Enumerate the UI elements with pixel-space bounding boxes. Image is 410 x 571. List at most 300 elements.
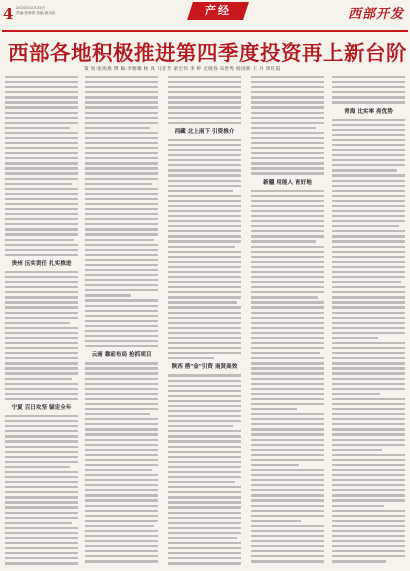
body-text-line (85, 550, 158, 552)
body-text-line (332, 418, 405, 420)
body-text-line (5, 542, 78, 544)
body-text-line (85, 86, 158, 88)
body-text-line (251, 322, 324, 324)
body-text-line (251, 489, 324, 491)
body-text-line (251, 251, 324, 253)
body-text-line (332, 383, 405, 385)
body-text-line (85, 132, 158, 134)
issue-date: 2024年10月25日 (16, 6, 46, 10)
body-text-line (251, 398, 324, 400)
body-text-line (332, 540, 405, 542)
body-text-line (168, 410, 241, 412)
body-text-line (168, 122, 241, 124)
body-text-line (251, 545, 324, 547)
body-text-line (168, 266, 241, 268)
body-text-line (332, 403, 405, 405)
body-text-line (5, 306, 78, 308)
body-text-line (85, 254, 158, 256)
body-text-line (332, 291, 405, 293)
body-text-line (85, 469, 152, 471)
body-text-line (85, 127, 150, 129)
body-text-line (5, 112, 78, 114)
body-text-line (85, 91, 158, 93)
body-text-line (168, 405, 241, 407)
body-text-line (168, 106, 241, 108)
body-text-line (168, 517, 241, 519)
body-text-line (251, 86, 324, 88)
body-text-line (251, 560, 324, 562)
body-text-line (5, 193, 78, 195)
body-text-line (5, 476, 78, 478)
body-text-line (168, 456, 241, 458)
body-text-line (332, 433, 405, 435)
body-text-line (85, 122, 158, 124)
body-text-line (85, 152, 158, 154)
body-text-line (332, 398, 405, 400)
body-text-line (332, 195, 405, 197)
body-text-line (332, 444, 405, 446)
body-text-line (168, 380, 241, 382)
body-text-line (251, 337, 324, 339)
body-text-line (332, 306, 405, 308)
body-text-line (5, 233, 78, 235)
body-text-line (332, 251, 405, 253)
body-text-line (5, 420, 78, 422)
body-text-line (168, 144, 241, 146)
masthead-divider (2, 30, 408, 32)
body-text-line (251, 215, 324, 217)
body-text-line (5, 81, 78, 83)
body-text-line (85, 433, 158, 435)
body-text-line (85, 510, 158, 512)
body-text-line (85, 423, 158, 425)
body-text-line (251, 367, 324, 369)
body-text-line (5, 506, 78, 508)
body-text-line (5, 517, 78, 519)
body-text-line (332, 185, 405, 187)
body-text-line (168, 527, 241, 529)
body-text-line (85, 403, 158, 405)
body-text-line (5, 157, 78, 159)
body-text-line (85, 515, 158, 517)
body-text-line (5, 527, 78, 529)
body-text-line (5, 239, 74, 241)
body-text-line (5, 127, 70, 129)
body-text-line (332, 322, 405, 324)
body-text-line (168, 471, 241, 473)
body-text-line (168, 291, 241, 293)
body-text-line (332, 159, 405, 161)
body-text-line (332, 205, 405, 207)
body-text-line (332, 144, 405, 146)
body-text-line (5, 367, 78, 369)
body-text-line (251, 291, 324, 293)
body-text-line (85, 178, 158, 180)
body-text-line (251, 393, 324, 395)
body-text-line (85, 555, 158, 557)
body-text-line (332, 271, 405, 273)
body-text-line (251, 137, 324, 139)
body-text-line (251, 76, 324, 78)
body-text-line (251, 91, 324, 93)
body-text-line (332, 139, 405, 141)
column-3 (168, 76, 241, 566)
body-text-line (332, 91, 405, 93)
body-text-line (5, 342, 78, 344)
body-text-line (5, 276, 78, 278)
body-text-line (168, 159, 241, 161)
body-text-line (168, 154, 241, 156)
body-text-line (5, 446, 78, 448)
body-text-line (85, 408, 158, 410)
body-text-line (85, 320, 158, 322)
body-text-line (168, 271, 241, 273)
body-text-line (168, 342, 241, 344)
body-text-line (332, 357, 405, 359)
body-text-line (332, 81, 405, 83)
body-text-line (168, 296, 241, 298)
body-text-line (85, 372, 158, 374)
body-text-line (251, 494, 324, 496)
body-text-line (5, 76, 78, 78)
body-text-line (251, 195, 324, 197)
body-text-line (5, 198, 78, 200)
body-text-line (85, 198, 158, 200)
body-text-line (5, 337, 78, 339)
body-text-line (5, 86, 78, 88)
body-text-line (85, 142, 158, 144)
body-text-line (332, 261, 405, 263)
body-text-line (332, 174, 405, 176)
body-text-line (332, 489, 405, 491)
body-text-line (332, 220, 405, 222)
body-text-line (168, 76, 241, 78)
body-text-line (332, 312, 405, 314)
body-text-line (251, 362, 324, 364)
body-text-line (168, 522, 241, 524)
body-text-line (5, 271, 78, 273)
body-text-line (85, 520, 158, 522)
body-text-line (85, 284, 158, 286)
body-text-line (168, 86, 241, 88)
body-text-line (168, 547, 241, 549)
body-text-line (85, 545, 158, 547)
body-text-line (251, 378, 324, 380)
subhead-guizhou: 贵州 压实责任 扎实推进 (11, 260, 72, 267)
subhead-xizang: 西藏 北上南下 引资推介 (174, 128, 235, 135)
body-text-line (5, 440, 78, 442)
body-text-line (332, 510, 405, 512)
body-text-line (5, 203, 78, 205)
body-text-line (332, 525, 405, 527)
body-text-line (85, 112, 158, 114)
body-text-line (168, 190, 233, 192)
body-text-line (168, 286, 241, 288)
body-text-line (168, 256, 241, 258)
body-text-line (251, 317, 324, 319)
body-text-line (168, 400, 241, 402)
body-text-line (168, 200, 241, 202)
body-text-line (168, 306, 241, 308)
body-text-line (251, 286, 324, 288)
body-text-line (251, 520, 301, 522)
body-text-line (168, 149, 241, 151)
body-text-line (332, 499, 405, 501)
body-text-line (332, 545, 405, 547)
body-text-line (251, 408, 297, 410)
body-text-line (332, 372, 405, 374)
body-text-line (5, 117, 78, 119)
body-text-line (5, 188, 78, 190)
body-text-line (5, 501, 78, 503)
body-text-line (332, 124, 405, 126)
body-text-line (332, 266, 405, 268)
body-text-line (168, 352, 241, 354)
body-text-line (85, 330, 158, 332)
body-text-line (251, 469, 324, 471)
body-text-line (85, 208, 158, 210)
body-text-line (251, 372, 324, 374)
body-text-line (251, 413, 324, 415)
body-text-line (168, 81, 241, 83)
body-text-line (251, 261, 324, 263)
column-2 (85, 76, 158, 566)
body-text-line (5, 430, 78, 432)
body-text-line (5, 362, 78, 364)
body-text-line (85, 183, 152, 185)
body-text-line (85, 479, 158, 481)
body-text-line (168, 446, 241, 448)
body-text-line (85, 474, 158, 476)
body-text-line (332, 474, 405, 476)
body-text-line (168, 117, 241, 119)
body-text-line (85, 484, 158, 486)
body-text-line (251, 454, 324, 456)
body-text-line (85, 388, 158, 390)
body-text-line (332, 180, 405, 182)
body-text-line (85, 239, 154, 241)
body-text-line (251, 510, 324, 512)
body-text-line (168, 501, 241, 503)
section-label: 产经 (205, 4, 231, 17)
body-text-line (85, 398, 158, 400)
body-text-line (332, 352, 405, 354)
body-text-line (5, 398, 78, 400)
body-text-line (5, 357, 78, 359)
body-text-line (251, 555, 324, 557)
body-text-line (168, 91, 241, 93)
body-text-line (251, 530, 324, 532)
body-text-line (251, 240, 316, 242)
body-text-line (5, 96, 78, 98)
body-text-line (168, 215, 241, 217)
body-text-line (5, 218, 78, 220)
body-text-line (5, 106, 78, 108)
body-text-line (251, 505, 324, 507)
body-text-line (251, 106, 324, 108)
body-text-line (5, 137, 78, 139)
body-text-line (85, 294, 131, 296)
body-text-line (168, 532, 241, 534)
body-text-line (85, 449, 158, 451)
body-text-line (168, 537, 237, 539)
body-text-line (85, 413, 150, 415)
body-text-line (168, 185, 241, 187)
body-text-line (168, 332, 241, 334)
body-text-line (85, 218, 158, 220)
body-text-line (251, 266, 324, 268)
body-text-line (5, 491, 78, 493)
body-text-line (332, 367, 405, 369)
body-text-line (168, 246, 235, 248)
body-text-line (168, 101, 241, 103)
body-text-line (251, 172, 324, 174)
body-text-line (251, 499, 324, 501)
body-text-line (85, 193, 158, 195)
body-text-line (251, 225, 324, 227)
body-text-line (251, 256, 324, 258)
body-text-line (5, 254, 78, 256)
body-text-line (168, 425, 233, 427)
body-text-line (251, 235, 324, 237)
body-text-line (168, 420, 241, 422)
body-text-line (85, 259, 158, 261)
body-text-line (332, 296, 405, 298)
body-text-line (332, 276, 405, 278)
body-text-line (251, 332, 324, 334)
body-text-line (168, 195, 241, 197)
subhead-shaanxi: 陕西 搭"金"引资 南贤高效 (171, 364, 238, 371)
body-text-line (168, 542, 241, 544)
body-text-line (5, 142, 78, 144)
body-text-line (332, 235, 405, 237)
body-text-line (168, 96, 241, 98)
body-text-line (332, 408, 405, 410)
body-text-line (251, 200, 324, 202)
body-text-line (168, 225, 241, 227)
body-text-line (5, 122, 78, 124)
body-text-line (332, 342, 405, 344)
body-text-line (85, 383, 158, 385)
body-text-line (5, 223, 78, 225)
body-text-line (85, 96, 158, 98)
body-text-line (168, 312, 241, 314)
body-text-line (251, 479, 324, 481)
body-text-line (332, 134, 405, 136)
body-text-line (5, 486, 78, 488)
body-text-line (251, 157, 324, 159)
body-text-line (85, 76, 158, 78)
body-text-line (85, 378, 158, 380)
body-text-line (332, 154, 405, 156)
body-text-line (168, 481, 235, 483)
body-text-line (168, 415, 241, 417)
body-text-line (332, 393, 380, 395)
body-text-line (251, 127, 316, 129)
body-text-line (85, 310, 158, 312)
body-text-line (85, 325, 158, 327)
masthead (0, 0, 410, 36)
body-text-line (85, 172, 158, 174)
body-text-line (332, 164, 405, 166)
body-text-line (332, 469, 405, 471)
body-text-line (251, 418, 324, 420)
body-text-line (85, 106, 158, 108)
body-text-line (85, 213, 158, 215)
body-text-line (85, 228, 158, 230)
body-text-line (168, 180, 241, 182)
body-text-line (332, 388, 405, 390)
body-text-line (168, 491, 241, 493)
body-text-line (85, 244, 158, 246)
body-text-line (168, 461, 241, 463)
body-text-line (5, 132, 78, 134)
body-text-line (251, 484, 324, 486)
body-text-line (332, 535, 405, 537)
body-text-line (168, 220, 241, 222)
body-text-line (5, 347, 78, 349)
body-text-line (5, 327, 78, 329)
body-text-line (332, 439, 405, 441)
body-text-line (332, 494, 405, 496)
body-text-line (332, 256, 405, 258)
body-text-line (332, 149, 405, 151)
body-text-line (332, 413, 405, 415)
body-text-line (332, 459, 405, 461)
body-text-line (251, 515, 324, 517)
body-text-line (85, 188, 158, 190)
body-text-line (251, 162, 324, 164)
body-text-line (168, 174, 241, 176)
body-text-line (251, 403, 324, 405)
body-text-line (332, 230, 405, 232)
body-text-line (332, 246, 405, 248)
body-text-line (332, 210, 405, 212)
body-text-line (85, 167, 158, 169)
body-text-line (168, 139, 241, 141)
body-text-line (5, 172, 78, 174)
body-text-line (251, 423, 324, 425)
page-headline: 西部各地积极推进第四季度投资再上新台阶 (8, 41, 407, 65)
body-text-line (168, 476, 241, 478)
body-text-line (332, 286, 405, 288)
body-text-line (332, 423, 405, 425)
body-text-line (168, 440, 241, 442)
body-text-line (85, 535, 158, 537)
body-text-line (5, 415, 78, 417)
body-text-line (5, 352, 78, 354)
body-text-line (85, 305, 158, 307)
body-text-line (251, 433, 324, 435)
body-text-line (5, 162, 78, 164)
body-text-line (332, 76, 405, 78)
body-text-line (85, 101, 158, 103)
body-text-line (168, 210, 241, 212)
body-text-line (5, 522, 72, 524)
body-text-line (85, 393, 158, 395)
body-text-line (85, 454, 158, 456)
body-text-line (5, 378, 72, 380)
body-text-line (168, 235, 241, 237)
body-text-line (85, 340, 158, 342)
body-text-line (168, 281, 241, 283)
body-text-line (85, 299, 158, 301)
body-text-line (5, 425, 78, 427)
body-text-line (5, 208, 78, 210)
body-text-line (251, 347, 324, 349)
body-text-line (332, 479, 405, 481)
body-text-line (5, 317, 78, 319)
